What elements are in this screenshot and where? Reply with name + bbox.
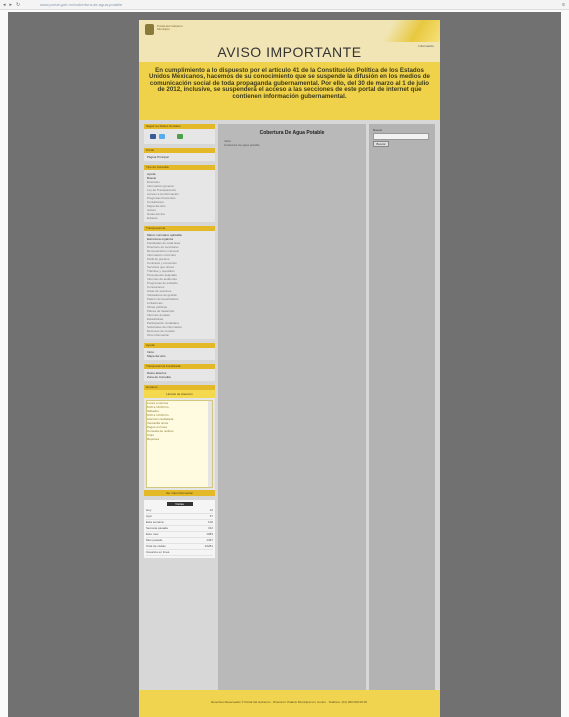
twitter-icon[interactable] (159, 134, 165, 139)
sidebar-link[interactable]: Estadísticas (147, 317, 164, 321)
schedule-title: Horarios (144, 385, 215, 390)
page-title: AVISO IMPORTANTE (217, 44, 362, 60)
sidebar-link[interactable]: Mapa del sitio (147, 354, 166, 358)
social-links (147, 131, 212, 142)
browser-nav (3, 2, 20, 8)
visit-value: 12 (209, 508, 213, 512)
sidebar-link[interactable]: Página Principal (147, 155, 169, 159)
schedule-item[interactable]: Reportes (147, 437, 160, 441)
visit-value: 10281 (204, 544, 213, 548)
sidebar-link[interactable]: Marco normativo aplicable (147, 233, 183, 237)
facebook-icon[interactable] (150, 134, 156, 139)
rss-icon[interactable] (168, 134, 174, 139)
visit-label: Mes pasado (146, 538, 163, 542)
sidebar-section (144, 148, 215, 161)
main-content (218, 124, 366, 690)
visit-label: Semana pasada (146, 526, 168, 530)
sidebar-section-title: Transparencia (144, 226, 215, 231)
schedule-more-button[interactable]: Ver más información (144, 490, 215, 496)
sidebar-section-body (144, 369, 215, 381)
forward-arrow-icon[interactable]: ▸ (9, 2, 13, 8)
sidebar-link[interactable]: Avisos (147, 208, 156, 212)
sidebar-section-body (144, 153, 215, 161)
schedule-item[interactable]: Lunes a viernes (147, 401, 169, 405)
sidebar-link[interactable]: Directorio de servidores (147, 245, 179, 249)
sidebar-link[interactable]: Participación ciudadana (147, 321, 179, 325)
menu-icon[interactable]: ≡ (562, 2, 565, 8)
sidebar-section-title: Tipo de Consulta (144, 165, 215, 170)
page-footer (139, 690, 440, 717)
sidebar-section-title: Portal (144, 148, 215, 153)
sidebar-link[interactable]: Mapa del sitio (147, 204, 166, 208)
notice-box (139, 62, 440, 120)
right-sidebar (369, 124, 435, 690)
sidebar-section-title: Transparencia Focalizada (144, 364, 215, 369)
sidebar-link[interactable]: Notas del día (147, 212, 165, 216)
sidebar-section (144, 364, 215, 381)
sidebar-link[interactable]: Trámites y requisitos (147, 269, 175, 273)
sidebar-link[interactable]: Preguntas frecuentes (147, 196, 176, 200)
banner-decoration (380, 20, 440, 42)
sidebar-link[interactable]: Informes anuales (147, 313, 171, 317)
header-link[interactable]: Información (418, 44, 434, 48)
visit-value: 1497 (206, 538, 213, 542)
breadcrumb-current: Cobertura de agua potable (224, 143, 260, 147)
sidebar-link[interactable]: Actas de sesiones (147, 289, 172, 293)
sidebar-link[interactable]: Solicitudes de información (147, 325, 183, 329)
sidebar-link[interactable]: Zona de Consulta (147, 375, 171, 379)
visit-value: 126 (207, 520, 213, 524)
visit-label: Hoy (146, 508, 152, 512)
sidebar-link[interactable]: Facultades de cada área (147, 241, 181, 245)
sidebar-section-body (144, 129, 215, 144)
sidebar-section-title: Ayuda (144, 343, 215, 348)
article-meta (218, 136, 366, 147)
visit-value: 312 (207, 526, 213, 530)
users-online: Usuarios en línea (146, 550, 213, 556)
sidebar-link[interactable]: Informes de auditorías (147, 277, 177, 281)
sidebar-link[interactable]: Contáctanos (147, 200, 164, 204)
sidebar-section-body (144, 231, 215, 339)
sidebar-link[interactable]: Presupuesto asignado (147, 273, 177, 277)
search-button[interactable]: Buscar (373, 141, 389, 147)
sidebar-section (144, 165, 215, 222)
sidebar-link[interactable]: Inicio (147, 350, 155, 354)
sidebar-link[interactable]: Servicios que ofrece (147, 265, 175, 269)
sidebar-link[interactable]: Programas de subsidio (147, 281, 178, 285)
site-page (139, 20, 440, 717)
sidebar-link[interactable]: Datos abiertos (147, 371, 167, 375)
sidebar-link[interactable]: Perfil de puestos (147, 257, 170, 261)
visit-label: Esta semana (146, 520, 164, 524)
schedule-item[interactable]: 8:00 a 16:00 hrs. (147, 405, 170, 409)
address-bar[interactable]: www.portal.gob.mx/cobertura-de-agua-potable (40, 2, 123, 7)
sidebar-section (144, 343, 215, 360)
schedule-item[interactable]: Sábados (147, 409, 159, 413)
browser-toolbar (0, 0, 569, 10)
sidebar-section-title: Seguir en Redes Sociales (144, 124, 215, 129)
sidebar-link[interactable]: Remuneración mensual (147, 249, 179, 253)
sidebar-link[interactable]: Información curricular (147, 253, 176, 257)
schedule-item[interactable]: Citas (147, 433, 154, 437)
seal-icon (145, 24, 154, 35)
left-sidebar (144, 124, 215, 644)
back-arrow-icon[interactable]: ◂ (3, 2, 6, 8)
logo-text: Portal del Gobierno · Municipio (157, 24, 185, 31)
sidebar-link[interactable]: Directorio (147, 180, 160, 184)
visit-label: Ayer (146, 514, 153, 518)
sidebar-link[interactable]: Buscar (147, 176, 157, 180)
sidebar-link[interactable]: Ayuda (147, 172, 156, 176)
sidebar-link[interactable]: Contratos y convenios (147, 261, 177, 265)
site-logo[interactable] (145, 24, 185, 36)
sidebar-section (144, 124, 215, 144)
footer-text: Derechos Reservados © Portal del Gobierno · Dirección: Palacio Municipal s/n, Centro · Teléfono: (01) 000 000 00 00 (210, 700, 368, 704)
header-banner (139, 20, 440, 62)
sidebar-link[interactable]: Recursos de revisión (147, 329, 176, 333)
visit-label: Este mes (146, 532, 159, 536)
notice-text: En cumplimiento a lo dispuesto por el artículo 41 de la Constitución Política de los Estados Unidos Mexicanos, hacemos de su conocimiento que se suspende la difusión en los medios de comunicación social de toda propaganda gubernamental. Por ello, del 30 de marzo al 1 de julio de 2012, inclusive, se suspenderá el acceso a las secciones de este portal de internet que contienen información gubernamental. (149, 67, 430, 100)
search-input[interactable] (373, 133, 429, 140)
sidebar-section (144, 226, 215, 339)
schedule-item[interactable]: Consulta de recibos (147, 429, 174, 433)
sidebar-link[interactable]: Otra información (147, 333, 170, 337)
sidebar-link[interactable]: Acceso a la información (147, 192, 179, 196)
breadcrumb-home[interactable]: Inicio (224, 139, 232, 143)
search-box (373, 128, 431, 147)
schedule-head: Horario de Atención (144, 390, 215, 398)
schedule-list[interactable] (146, 400, 213, 488)
visit-value: 37 (209, 514, 213, 518)
schedule-item[interactable]: Atención ciudadana (147, 417, 174, 421)
sidebar-link[interactable]: Padrón de beneficiarios (147, 297, 179, 301)
sidebar-link[interactable]: Concesiones (147, 285, 165, 289)
sidebar-link[interactable]: Obras públicas (147, 305, 168, 309)
sidebar-section-body (144, 348, 215, 360)
sidebar-link[interactable]: Información general (147, 184, 174, 188)
schedule-item[interactable]: Ventanilla única (147, 421, 169, 425)
sidebar-link[interactable]: Estructura orgánica (147, 237, 174, 241)
visit-counter-title: Visitas (167, 502, 193, 506)
sidebar-section-body (144, 170, 215, 222)
schedule-item[interactable]: Pagos en línea (147, 425, 168, 429)
sidebar-link[interactable]: Planes de desarrollo (147, 309, 175, 313)
search-label: Buscar (373, 128, 383, 132)
sidebar-link[interactable]: Licitaciones (147, 301, 163, 305)
sidebar-link[interactable]: Enlaces (147, 216, 158, 220)
visit-value: 1083 (206, 532, 213, 536)
scrollbar[interactable] (208, 401, 212, 487)
reload-icon[interactable]: ↻ (16, 2, 21, 8)
visit-label: Total de visitas (146, 544, 166, 548)
article-title: Cobertura De Agua Potable (259, 130, 325, 136)
visit-counter (144, 500, 215, 558)
sidebar-link[interactable]: Ley de Transparencia (147, 188, 176, 192)
sidebar-link[interactable]: Indicadores de gestión (147, 293, 178, 297)
share-icon[interactable] (177, 134, 183, 139)
schedule-item[interactable]: 9:00 a 13:00 hrs. (147, 413, 170, 417)
schedule-widget (144, 385, 215, 496)
